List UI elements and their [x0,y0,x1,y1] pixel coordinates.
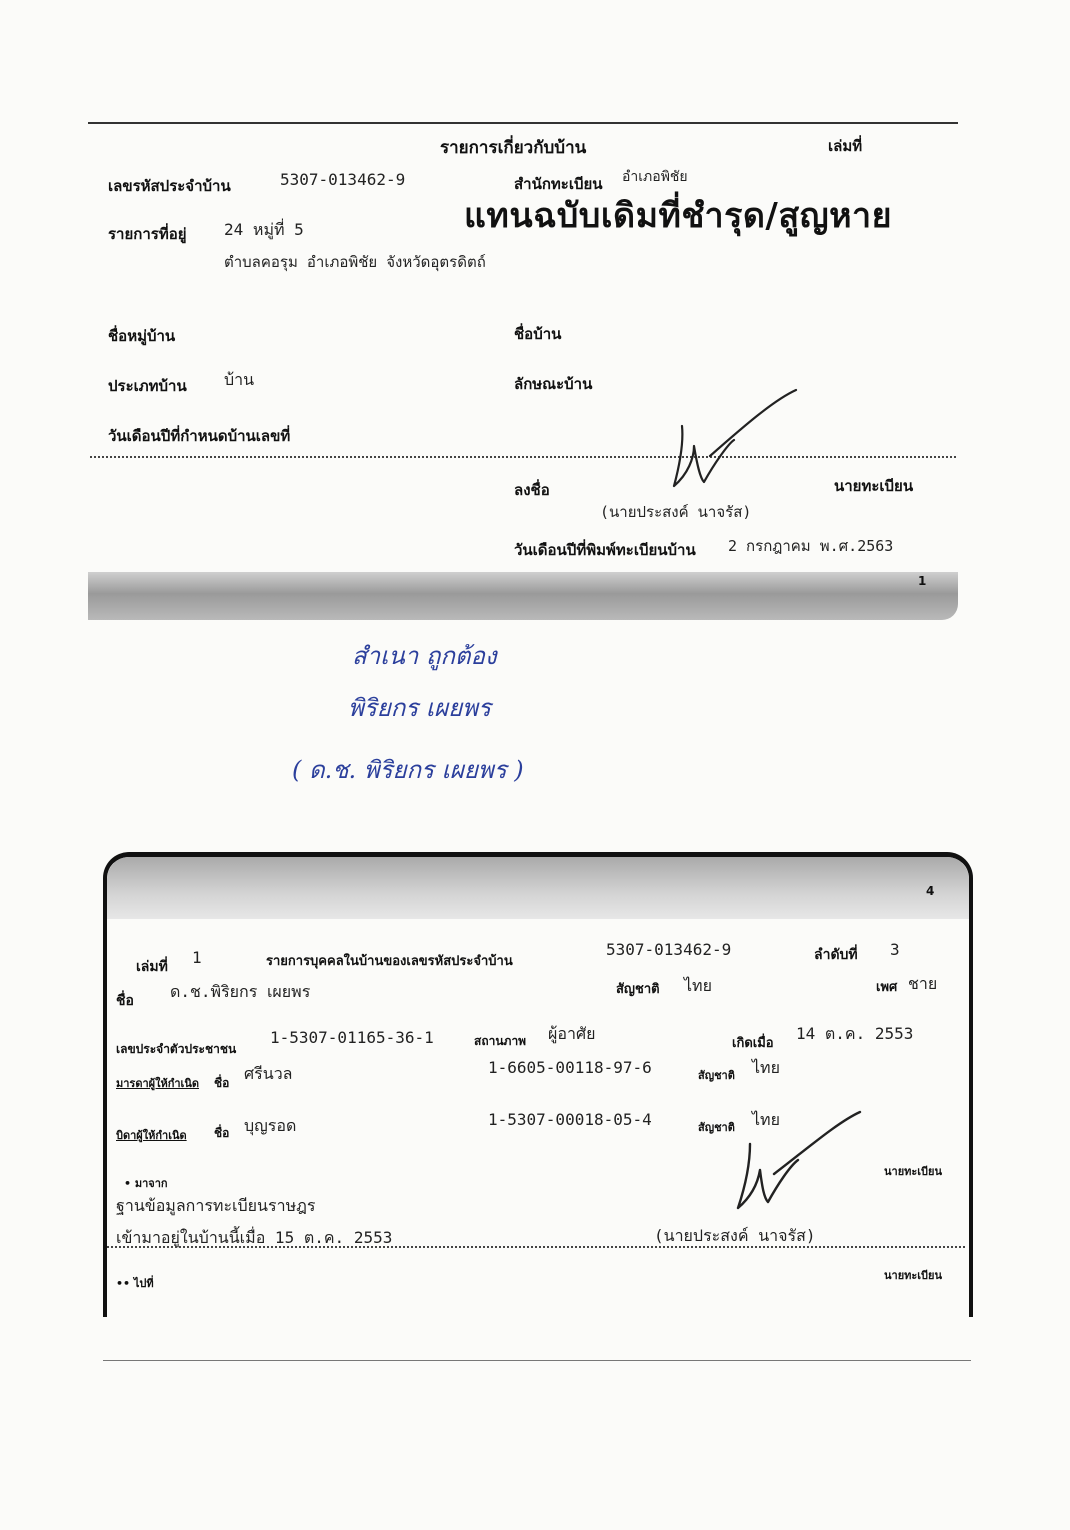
address-line2: ตำบลคอรุม อำเภอพิชัย จังหวัดอุตรดิตถ์ [224,253,486,271]
id-label: เลขประจำตัวประชาชน [116,1042,237,1056]
sex-label: เพศ [876,980,898,995]
card-bottom-rule [103,1360,971,1361]
house-code-label: เลขรหัสประจำบ้าน [108,177,231,195]
house-type-label: ประเภทบ้าน [108,377,187,395]
registrar-signature-2 [720,1104,870,1214]
gray-header-band [107,857,969,919]
certification-line3: ( ด.ช. พิริยกร เผยพร ) [292,756,524,784]
certification-line2: พิริยกร เผยพร [348,694,491,722]
dotted-divider [90,456,956,458]
status-value: ผู้อาศัย [548,1024,596,1043]
birth-label: เกิดเมื่อ [732,1036,774,1051]
number-date-label: วันเดือนปีที่กำหนดบ้านเลขที่ [108,427,291,445]
persons-title: รายการบุคคลในบ้านของเลขรหัสประจำบ้าน [266,954,513,969]
birth-value: 14 ต.ค. 2553 [796,1024,914,1043]
name-value: ด.ช.พิริยกร เผยพร [170,982,311,1001]
house-card-title: รายการเกี่ยวกับบ้าน [440,138,587,158]
order-value: 3 [890,940,900,959]
name-label: ชื่อ [116,993,134,1009]
sign-label: ลงชื่อ [514,481,550,499]
mother-nationality: ไทย [752,1058,780,1077]
book-value: 1 [192,948,202,967]
person-house-code: 5307-013462-9 [606,940,732,959]
print-date-value: 2 กรกฎาคม พ.ศ.2563 [728,537,894,555]
registry-office-label: สำนักทะเบียน [514,175,603,193]
registrar-signature [664,386,804,496]
house-type-value: บ้าน [224,370,255,389]
registrar-name-2: (นายประสงค์ นาจรัส) [654,1226,816,1245]
from-line2: เข้ามาอยู่ในบ้านนี้เมื่อ 15 ต.ค. 2553 [116,1228,393,1247]
status-label: สถานภาพ [474,1034,527,1048]
house-name-label: ชื่อบ้าน [514,325,562,343]
village-label: ชื่อหมู่บ้าน [108,327,176,345]
page-number-4: 4 [926,884,935,898]
mother-id: 1-6605-00118-97-6 [488,1058,652,1077]
certification-line1: สำเนา ถูกต้อง [352,642,497,670]
father-nationality-label: สัญชาติ [698,1121,735,1134]
from-line1: ฐานข้อมูลการทะเบียนราษฎร [116,1196,316,1215]
mother-name: ศรีนวล [244,1064,293,1083]
mother-label: มารดาผู้ให้กำเนิด [116,1077,199,1090]
registrar-name: (นายประสงค์ นาจรัส) [600,503,752,521]
from-label: • มาจาก [124,1177,168,1190]
page-number-1: 1 [918,574,927,588]
father-label: บิดาผู้ให้กำเนิด [116,1129,187,1142]
id-value: 1-5307-01165-36-1 [270,1028,434,1047]
sex-value: ชาย [908,974,938,993]
nationality-value: ไทย [684,976,712,995]
house-code-value: 5307-013462-9 [280,170,406,189]
book-label: เล่มที่ [828,137,863,155]
print-date-label: วันเดือนปีที่พิมพ์ทะเบียนบ้าน [514,541,696,559]
address-label: รายการที่อยู่ [108,225,187,243]
father-name-label: ชื่อ [214,1126,230,1140]
registry-office-value: อำเภอพิชัย [622,169,688,185]
mother-nationality-label: สัญชาติ [698,1069,735,1082]
father-name: บุญรอด [244,1116,297,1135]
gray-footer-band [88,572,958,620]
to-label: •• ไปที่ [116,1277,154,1290]
address-line1: 24 หมู่ที่ 5 [224,220,304,239]
dotted-divider-2 [107,1246,965,1248]
registrar-label: นายทะเบียน [834,477,914,495]
order-label: ลำดับที่ [814,947,858,963]
house-character-label: ลักษณะบ้าน [514,375,593,393]
replacement-stamp: แทนฉบับเดิมที่ชำรุด/สูญหาย [464,196,892,236]
registrar-label-top: นายทะเบียน [884,1165,943,1178]
nationality-label: สัญชาติ [616,982,660,997]
registrar-label-bottom: นายทะเบียน [884,1269,943,1282]
book-label-2: เล่มที่ [136,959,168,975]
father-nationality: ไทย [752,1110,780,1129]
father-id: 1-5307-00018-05-4 [488,1110,652,1129]
mother-name-label: ชื่อ [214,1076,230,1090]
